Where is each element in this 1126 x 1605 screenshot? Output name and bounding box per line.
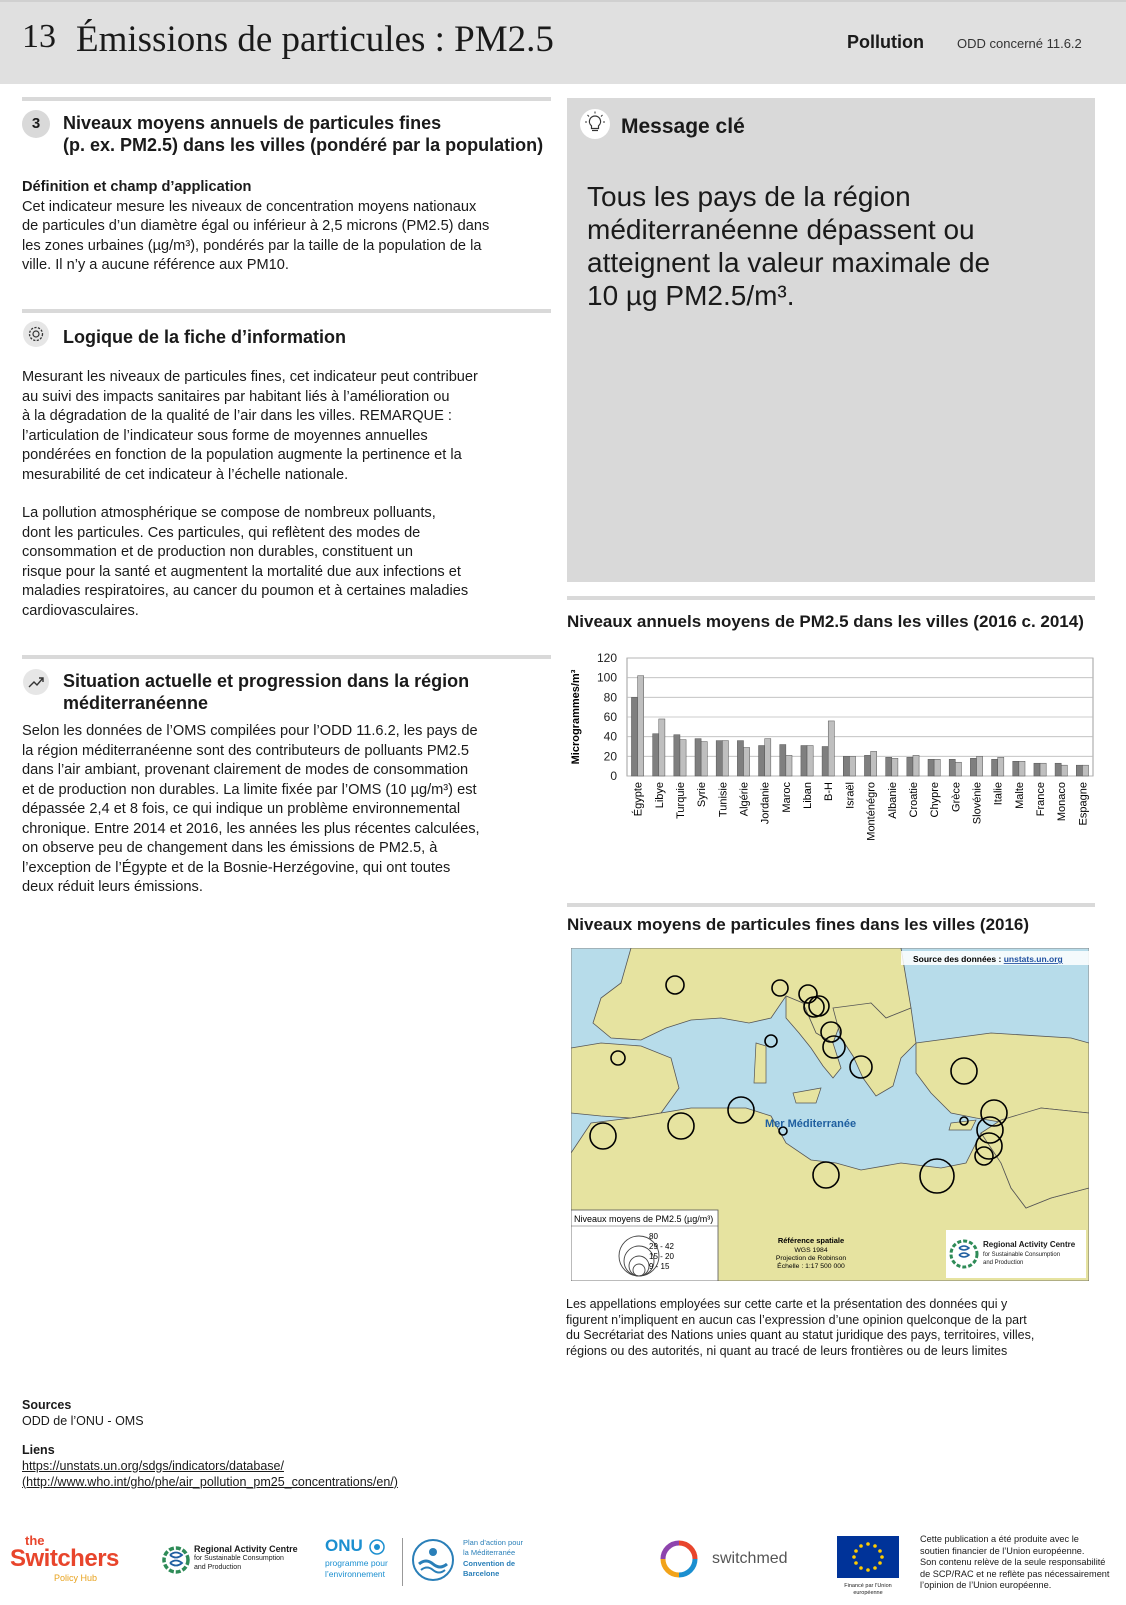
map-disclaimer	[566, 1297, 1096, 1359]
map-source-link[interactable]: unstats.un.org	[1003, 954, 1063, 964]
chart-bar	[998, 757, 1004, 776]
chart-y-tick-label: 80	[603, 690, 617, 705]
logic-title: Logique de la fiche d’information	[63, 327, 347, 347]
chart-bar	[737, 741, 743, 776]
chart-bar	[674, 735, 680, 776]
chart-bar	[1013, 761, 1019, 776]
chart-x-tick-label: Monaco	[1056, 782, 1069, 822]
definition-line: les zones urbaines (µg/m³), pondérés par la taille de la population de la	[22, 237, 482, 254]
chart-title: Niveaux annuels moyens de PM2.5 dans les villes (2016 c. 2014)	[567, 612, 1084, 631]
chart-bar	[653, 734, 659, 776]
chart-x-tick-label: Tunisie	[717, 782, 730, 818]
situation-line: chronique. Entre 2014 et 2016, les années les plus récentes calculées,	[22, 820, 480, 837]
chart-bar	[822, 747, 828, 777]
logic-paragraph-1	[22, 368, 562, 485]
indicator-title	[63, 112, 543, 156]
map-ref-line: Projection de Robinson	[775, 1255, 847, 1262]
chart-bar	[701, 742, 707, 776]
map-sea-label: Mer Méditerranée	[765, 1118, 857, 1130]
map-ref-line: Échelle : 1:17 500 000	[777, 1263, 845, 1270]
pam-logo-text: Plan d’action pour	[463, 1538, 524, 1547]
pm25-map	[571, 948, 1089, 1281]
definition-block	[22, 178, 552, 276]
chart-x-tick-label: Liban	[802, 782, 815, 809]
key-message-line: 10 µg PM2.5/m³.	[587, 280, 795, 311]
logic-line: consommation et de production non durables, constituent un	[22, 544, 414, 560]
situation-paragraph	[22, 722, 562, 898]
switchers-logo	[10, 1533, 140, 1588]
logic-line: maladies respiratoires, au cancer du poumon et à certaines maladies	[22, 583, 469, 599]
logic-line: à la dégradation de la qualité de l’air dans les villes. REMARQUE :	[22, 408, 452, 424]
chart-x-tick-label: Italie	[992, 782, 1005, 806]
situation-line: on observe peu de changement dans les émissions de PM2.5, à	[22, 840, 438, 856]
logic-line: mesurabilité de cet indicateur à l’échelle nationale.	[22, 466, 349, 483]
onu-logo-text: ONU	[325, 1536, 363, 1555]
chart-bar	[1076, 765, 1082, 776]
links-title: Liens	[22, 1443, 55, 1457]
switchers-logo-text: Policy Hub	[54, 1573, 98, 1583]
chart-y-tick-label: 40	[603, 729, 617, 744]
definition-line: de particules d’un diamètre égal ou inférieur à 2,5 microns (PM2.5) dans	[22, 218, 490, 234]
chart-y-tick-label: 20	[603, 749, 617, 764]
odd-label: ODD concerné 11.6.2	[957, 36, 1082, 51]
chart-y-tick-label: 120	[596, 651, 617, 665]
map-legend-item: 15 - 20	[649, 1252, 674, 1261]
chart-x-tick-label: B-H	[823, 782, 836, 801]
eu-flag-icon	[837, 1536, 899, 1578]
definition-line: Cet indicateur mesure les niveaux de concentration moyens nationaux	[22, 198, 477, 215]
chart-bar	[843, 756, 849, 776]
onu-environment-logo	[325, 1536, 405, 1588]
rac-logo-icon	[162, 1542, 192, 1578]
key-message-line: Tous les pays de la région	[587, 181, 911, 212]
pm25-bar-chart	[567, 648, 1097, 874]
rac-logo-text: Regional Activity Centre	[194, 1544, 298, 1554]
chart-bar	[1055, 763, 1061, 776]
situation-title-line: méditerranéenne	[63, 693, 209, 713]
map-logo-text: and Production	[983, 1260, 1024, 1266]
chart-bar	[786, 755, 792, 776]
map-land-sardinia	[754, 1043, 766, 1083]
logic-line: cardiovasculaires.	[22, 602, 139, 619]
logic-line: au suivi des impacts sanitaires par habitant liés à l’amélioration ou	[22, 388, 450, 405]
logic-paragraph-2	[22, 504, 562, 621]
chart-bar	[659, 719, 665, 776]
situation-line: et de production non durables. La limite fixée par l’OMS (10 µg/m³) est	[22, 781, 477, 798]
eu-text-line: Cette publication a été produite avec le	[920, 1534, 1079, 1544]
chart-y-tick-label: 60	[603, 710, 617, 724]
indicator-title-line: Niveaux moyens annuels de particules fines	[63, 113, 442, 133]
key-message-text	[587, 180, 1077, 312]
eu-funding-statement	[920, 1534, 1120, 1592]
chart-bar	[1040, 763, 1046, 776]
chart-x-tick-label: Algérie	[738, 782, 751, 817]
switchers-logo-text: Switchers	[10, 1545, 119, 1572]
switchers-logo-text: the	[25, 1533, 45, 1548]
key-message-box	[567, 98, 1095, 582]
sources-title: Sources	[22, 1398, 72, 1412]
key-message-line: atteignent la valeur maximale de	[587, 247, 991, 278]
logic-line: risque pour la santé et augmentent la mortalité due aux infections et	[22, 563, 461, 580]
chart-x-tick-label: Égypte	[632, 782, 645, 817]
situation-line: Selon les données de l’OMS compilées pour l’ODD 11.6.2, les pays de	[22, 723, 478, 739]
rac-footer-logo	[162, 1540, 312, 1582]
eu-text-line: soutien financier de l’Union européenne.	[920, 1545, 1085, 1556]
chart-bar	[871, 751, 877, 776]
logic-line: La pollution atmosphérique se compose de nombreux polluants,	[22, 505, 436, 521]
logo-divider	[402, 1538, 403, 1586]
chart-y-axis-label: Microgrammes/m³	[570, 669, 582, 765]
chart-x-tick-label: Croatie	[907, 782, 920, 818]
chart-bar	[977, 756, 983, 776]
map-ref-line: WGS 1984	[794, 1247, 828, 1254]
chart-x-tick-label: Grèce	[950, 782, 963, 812]
chart-bar	[759, 746, 765, 776]
map-legend-item: 9 - 15	[649, 1262, 670, 1271]
chart-x-tick-label: France	[1035, 782, 1048, 817]
switchmed-logo	[660, 1540, 790, 1582]
disclaimer-line: du Secrétariat des Nations unies quant au statut juridique des pays, territoires, villes,	[566, 1328, 1035, 1343]
chart-x-tick-label: Israël	[844, 782, 857, 809]
definition-title: Définition et champ d’application	[22, 179, 252, 195]
situation-title	[63, 670, 469, 714]
chart-bar	[907, 757, 913, 776]
pam-logo-text: Barcelone	[463, 1569, 500, 1578]
situation-line: deux réduit leurs émissions.	[22, 879, 203, 895]
link-who[interactable]: (http://www.who.int/gho/phe/air_pollution_pm25_concentrations/en/)	[22, 1475, 398, 1489]
map-logo-text: for Sustainable Consumption	[983, 1252, 1061, 1258]
chart-bar	[807, 746, 813, 776]
section-divider	[22, 309, 551, 313]
chart-bar	[1082, 765, 1088, 776]
map-logo-text: Regional Activity Centre	[983, 1240, 1076, 1249]
eu-text-line: l’opinion de l’Union européenne.	[920, 1580, 1052, 1590]
chart-x-tick-label: Syrie	[696, 782, 709, 808]
chart-bar	[716, 741, 722, 776]
situation-title-line: Situation actuelle et progression dans la région	[63, 671, 470, 691]
chart-bar	[928, 759, 934, 776]
link-unstats[interactable]: https://unstats.un.org/sdgs/indicators/database/	[22, 1459, 284, 1473]
chart-bar	[680, 740, 686, 776]
eu-logo	[837, 1536, 899, 1596]
disclaimer-line: figurent n’impliquent en aucun cas l’expression d’une opinion quelconque de la part	[566, 1312, 1027, 1327]
chart-bar	[744, 747, 750, 776]
situation-line: la région méditerranéenne sont des contributeurs de polluants PM2.5	[22, 742, 470, 759]
chart-x-tick-label: Albanie	[886, 782, 899, 819]
chart-x-tick-label: Jordanie	[759, 782, 772, 825]
chart-bar	[970, 758, 976, 776]
barcelona-convention-icon	[411, 1538, 455, 1582]
chart-bar	[864, 755, 870, 776]
map-ref-title: Référence spatiale	[777, 1236, 845, 1245]
onu-logo-text: programme pour	[325, 1558, 388, 1568]
pam-barcelona-logo	[411, 1536, 541, 1586]
chart-bar	[828, 721, 834, 776]
pam-logo-text: Convention de	[463, 1559, 516, 1568]
chart-bar	[1019, 761, 1025, 776]
chart-x-tick-label: Turquie	[674, 782, 687, 819]
chart-bar	[949, 759, 955, 776]
chart-bar	[695, 739, 701, 776]
disclaimer-line: régions ou des autorités, ni quant au tracé de leurs frontières ou de leurs limites	[566, 1343, 1008, 1358]
logic-line: dont les particules. Ces particules, qui reflètent des modes de	[22, 524, 421, 541]
chart-x-tick-label: Espagne	[1077, 782, 1090, 826]
eu-text-line: de SCP/RAC et ne reflète pas nécessairement	[920, 1568, 1110, 1579]
un-emblem-icon	[369, 1539, 385, 1555]
logic-line: Mesurant les niveaux de particules fines, cet indicateur peut contribuer	[22, 369, 478, 385]
situation-line: dans l’air ambiant, provenant clairement de modes de consommation	[22, 762, 469, 778]
page-title: Émissions de particules : PM2.5	[76, 19, 554, 60]
switchmed-logo-text: switchmed	[712, 1550, 788, 1567]
chart-x-tick-label: Chypre	[929, 782, 942, 818]
chart-y-tick-label: 0	[610, 769, 617, 783]
gear-icon	[22, 320, 50, 348]
eu-logo-caption: Financé par l’Union européenne	[844, 1583, 892, 1596]
situation-line: l’exception de l’Égypte et de la Bosnie-Herzégovine, qui ont toutes	[22, 859, 451, 876]
eu-text-line: Son contenu relève de la seule responsabilité	[920, 1557, 1106, 1567]
category-label: Pollution	[847, 32, 924, 52]
factsheet-number: 13	[22, 18, 56, 55]
chart-bar	[780, 745, 786, 776]
switchmed-icon	[660, 1540, 698, 1578]
chart-x-tick-label: Libye	[653, 782, 666, 809]
rac-logo-text: for Sustainable Consumption	[194, 1555, 284, 1562]
chart-bar	[892, 758, 898, 776]
chart-bar	[765, 739, 771, 776]
chart-x-tick-label: Maroc	[780, 782, 793, 813]
chart-bar	[1061, 765, 1067, 776]
logic-line: l’articulation de l’indicateur sous forme de moyennes annuelles	[22, 427, 428, 444]
section-divider	[22, 97, 551, 101]
chart-x-tick-label: Malte	[1013, 782, 1026, 809]
chart-bar	[801, 746, 807, 776]
map-legend-item: 29 - 42	[649, 1242, 674, 1251]
key-message-line: méditerranéenne dépassent ou	[587, 214, 975, 245]
map-legend-item: 80	[649, 1232, 658, 1241]
chart-bar	[638, 676, 644, 776]
chart-bar	[934, 759, 940, 776]
sources-block	[22, 1397, 144, 1429]
chart-bar	[955, 762, 961, 776]
chart-bar	[1034, 763, 1040, 776]
sources-text: ODD de l’ONU - OMS	[22, 1414, 144, 1428]
chart-y-tick-label: 100	[596, 670, 617, 685]
chart-bar	[992, 759, 998, 776]
chart-bar	[722, 741, 728, 776]
rac-logo-text: and Production	[194, 1564, 242, 1571]
onu-logo-text: l’environnement	[325, 1569, 386, 1579]
indicator-title-line: (p. ex. PM2.5) dans les villes (pondéré par la population)	[63, 135, 544, 155]
chart-bar	[913, 755, 919, 776]
indicator-number-badge: 3	[22, 110, 50, 138]
lightbulb-icon	[579, 108, 611, 140]
definition-line: ville. Il n’y a aucune référence aux PM10.	[22, 257, 289, 273]
chart-bar	[849, 756, 855, 776]
chart-bar	[631, 697, 637, 776]
disclaimer-line: Les appellations employées sur cette carte et la présentation des données qui y	[566, 1297, 1008, 1311]
links-block	[22, 1442, 398, 1490]
chart-bar	[886, 757, 892, 776]
map-source-label: Source des données : unstats.un.org	[913, 954, 1063, 964]
chart-x-tick-label: Monténégro	[865, 782, 878, 841]
section-divider	[567, 596, 1095, 600]
trend-up-icon	[22, 668, 50, 696]
logic-line: pondérées en fonction de la population augmente la pertinence et la	[22, 447, 462, 463]
section-divider	[22, 655, 551, 659]
map-title: Niveaux moyens de particules fines dans les villes (2016)	[567, 915, 1030, 934]
pam-logo-text: la Méditerranée	[463, 1548, 516, 1557]
key-message-title: Message clé	[621, 115, 745, 138]
situation-line: dépassée 2,4 et 8 fois, ce qui indique un problème environnemental	[22, 801, 461, 817]
chart-x-tick-label: Slovénie	[971, 782, 984, 825]
map-legend-title: Niveaux moyens de PM2.5 (µg/m³)	[574, 1214, 714, 1224]
section-divider	[567, 903, 1095, 907]
